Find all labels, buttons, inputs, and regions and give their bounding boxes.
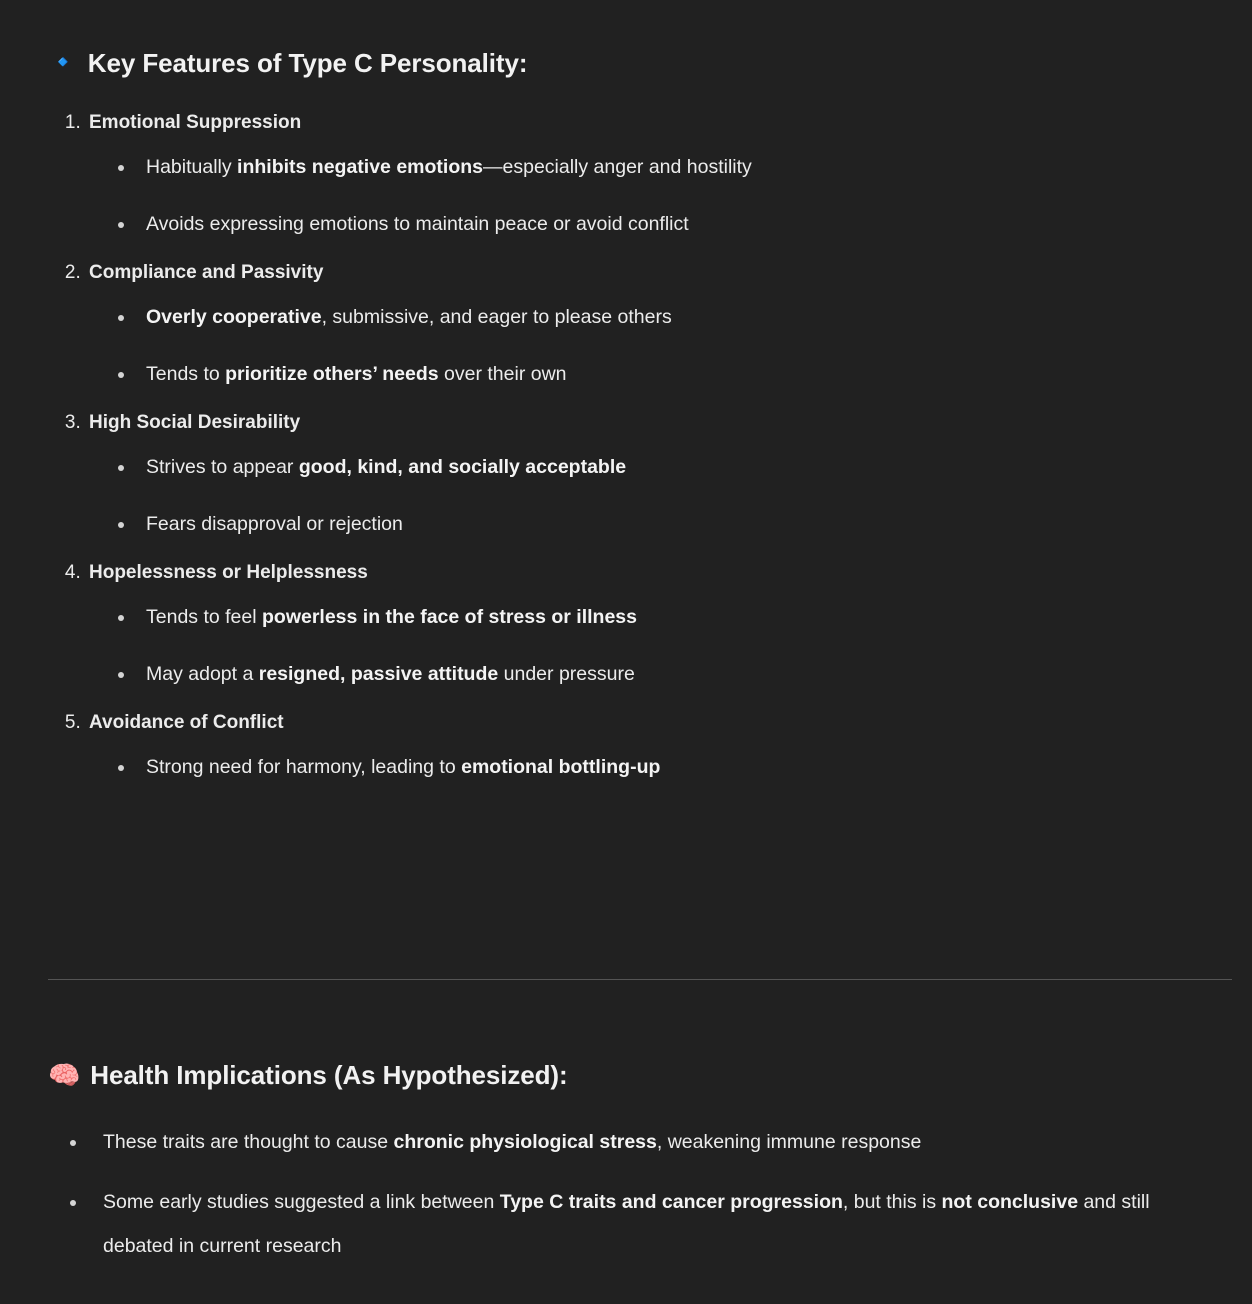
bold-text-run: resigned, passive attitude xyxy=(258,663,499,685)
health-implication-item xyxy=(68,1120,1218,1164)
bold-text-run: chronic physiological stress xyxy=(393,1131,657,1153)
text-run: over their own xyxy=(438,363,567,385)
section-heading-key-features xyxy=(48,46,527,80)
key-feature-subitem xyxy=(118,452,1246,482)
key-feature-subitem-list xyxy=(89,752,1246,782)
text-run: Fears disapproval or rejection xyxy=(146,513,403,535)
key-feature-subitem-list xyxy=(89,152,1246,239)
key-feature-label: Emotional Suppression xyxy=(89,112,302,133)
small-blue-diamond-icon: 🔹 xyxy=(48,49,78,76)
section-heading-health-implications xyxy=(48,1058,568,1092)
text-run: and still debated in current research xyxy=(103,1191,1150,1257)
bold-text-run: prioritize others’ needs xyxy=(225,363,439,385)
bold-text-run: Type C traits and cancer progression xyxy=(499,1191,843,1213)
key-feature-subitem xyxy=(118,209,1246,239)
key-feature-subitem xyxy=(118,602,1246,632)
key-feature-item xyxy=(86,408,1246,539)
bold-text-run: powerless in the face of stress or illness xyxy=(262,606,637,628)
key-feature-subitem-list xyxy=(89,302,1246,389)
health-implication-item xyxy=(68,1180,1218,1268)
key-feature-item xyxy=(86,108,1246,239)
bold-text-run: Overly cooperative xyxy=(146,306,322,328)
text-run: , submissive, and eager to please others xyxy=(321,306,672,328)
key-feature-subitem xyxy=(118,359,1246,389)
key-feature-subitem-list xyxy=(89,602,1246,689)
key-feature-label: Avoidance of Conflict xyxy=(89,712,284,733)
text-run: Some early studies suggested a link between xyxy=(103,1191,500,1213)
key-feature-label: High Social Desirability xyxy=(89,412,301,433)
text-run: under pressure xyxy=(498,663,635,685)
section-title: Key Features of Type C Personality: xyxy=(87,48,528,78)
text-run: Tends to xyxy=(146,363,226,385)
key-feature-label: Compliance and Passivity xyxy=(89,262,324,283)
bold-text-run: inhibits negative emotions xyxy=(237,156,483,178)
bold-text-run: not conclusive xyxy=(941,1191,1079,1213)
text-run: Strives to appear xyxy=(146,456,299,478)
text-run: Tends to feel xyxy=(146,606,262,628)
key-feature-label: Hopelessness or Helplessness xyxy=(89,562,368,583)
key-feature-subitem-list xyxy=(89,452,1246,539)
key-feature-item xyxy=(86,708,1246,782)
text-run: , weakening immune response xyxy=(656,1131,922,1153)
brain-icon: 🧠 xyxy=(48,1060,81,1090)
text-run: , but this is xyxy=(842,1191,942,1213)
text-run: —especially anger and hostility xyxy=(483,156,752,178)
text-run: Avoids expressing emotions to maintain peace or avoid conflict xyxy=(146,213,689,235)
bold-text-run: emotional bottling-up xyxy=(461,756,661,778)
text-run: Strong need for harmony, leading to xyxy=(146,756,462,778)
text-run: These traits are thought to cause xyxy=(103,1131,394,1153)
key-feature-item xyxy=(86,558,1246,689)
key-feature-item xyxy=(86,258,1246,389)
text-run: Habitually xyxy=(146,156,238,178)
key-feature-subitem xyxy=(118,509,1246,539)
section-divider xyxy=(48,979,1232,980)
text-run: May adopt a xyxy=(146,663,259,685)
key-feature-subitem xyxy=(118,152,1246,182)
key-feature-subitem xyxy=(118,302,1246,332)
section-title: Health Implications (As Hypothesized): xyxy=(90,1060,568,1090)
health-implications-list xyxy=(68,1120,1218,1268)
bold-text-run: good, kind, and socially acceptable xyxy=(298,456,627,478)
key-features-ordered-list xyxy=(48,108,1246,786)
key-feature-subitem xyxy=(118,659,1246,689)
key-feature-subitem xyxy=(118,752,1246,782)
